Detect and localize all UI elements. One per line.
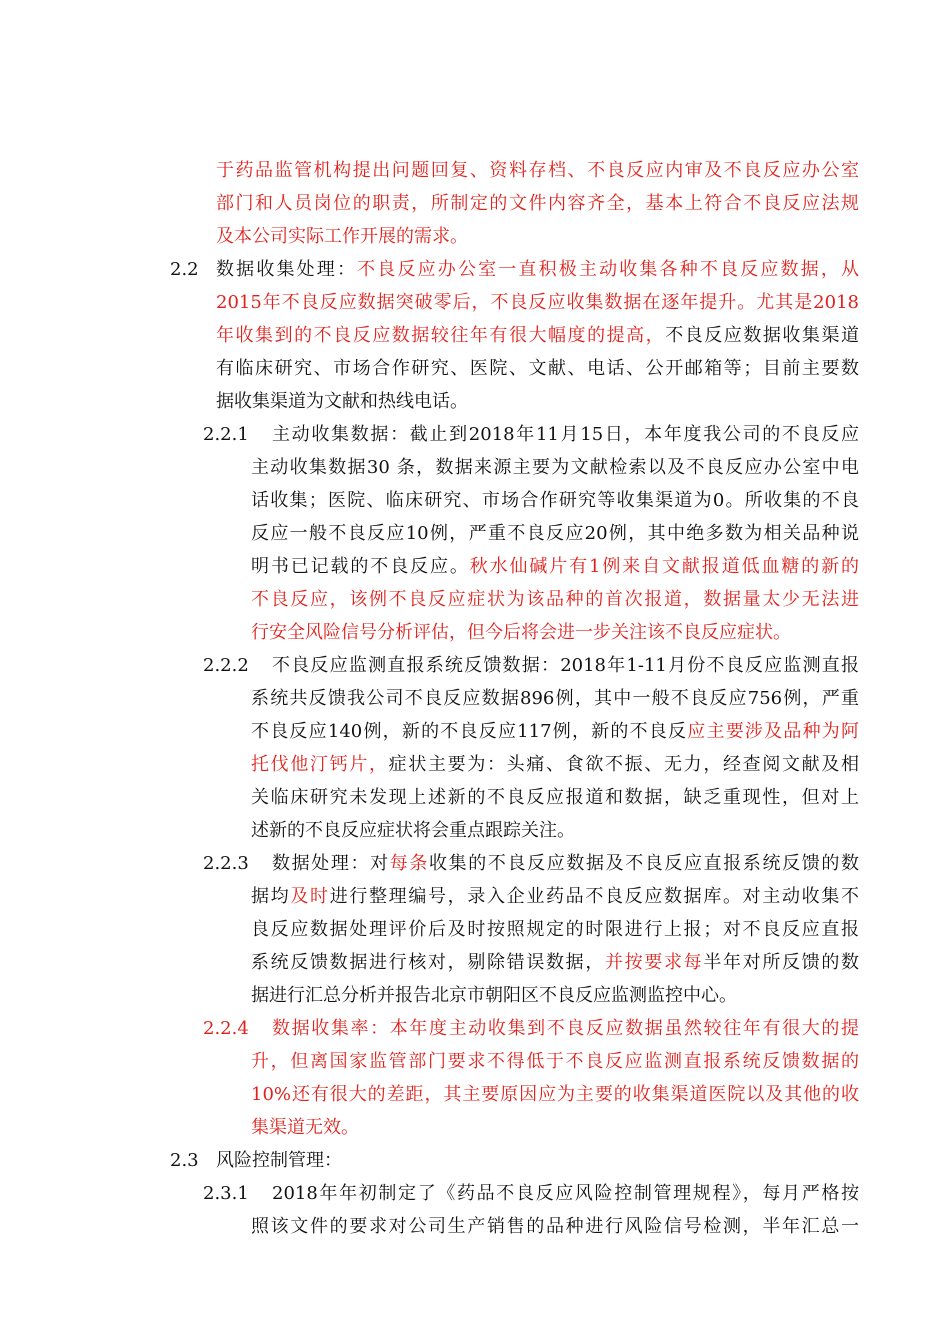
text-span: 明书已记载的不良反应。 [251, 556, 470, 577]
text-span: 系统反馈数据进行核对，剔除错误数据， [251, 952, 605, 973]
paragraph-line [216, 258, 859, 282]
paragraph-line: 反应一般不良反应10例，严重不良反应20例，其中绝多数为相关品种说 [251, 523, 859, 544]
paragraph-line: 据进行汇总分析并报告北京市朝阳区不良反应监测监控中心。 [251, 985, 737, 1006]
paragraph-line: 集渠道无效。 [251, 1117, 359, 1138]
text-span: 收集的不良反应数据及不良反应直报系统反馈的数 [428, 853, 860, 874]
section-number: 2.2.1 [203, 424, 249, 445]
text-span: 数据处理：对 [272, 853, 390, 874]
highlight-text: 应主要涉及品种为阿 [687, 721, 859, 742]
paragraph-line: 关临床研究未发现上述新的不良反应报道和数据，缺乏重现性，但对上 [251, 787, 859, 808]
text-span: 据均 [251, 886, 291, 907]
intro-line: 部门和人员岗位的职责，所制定的文件内容齐全，基本上符合不良反应法规 [216, 193, 859, 214]
highlight-text: 每条 [389, 853, 429, 874]
text-span: 不良反应数据收集渠道 [665, 325, 859, 346]
highlight-text: 秋水仙碱片有1例来自文献报道低血糖的新的 [469, 556, 859, 577]
paragraph-line: 照该文件的要求对公司生产销售的品种进行风险信号检测，半年汇总一 [251, 1216, 859, 1237]
paragraph-line: 主动收集数据30 条，数据来源主要为文献检索以及不良反应办公室中电 [251, 457, 859, 478]
section-number: 2.3 [170, 1150, 199, 1171]
highlight-text: 并按要求每 [605, 952, 704, 973]
section-number: 2.2.2 [203, 655, 249, 676]
intro-line: 于药品监管机构提出问题回复、资料存档、不良反应内审及不良反应办公室 [216, 160, 859, 181]
paragraph-line: 有临床研究、市场合作研究、医院、文献、电话、公开邮箱等；目前主要数 [216, 358, 859, 379]
paragraph-line: 2015年不良反应数据突破零后，不良反应收集数据在逐年提升。尤其是2018 [216, 292, 859, 313]
paragraph-line: 数据收集率：本年度主动收集到不良反应数据虽然较往年有很大的提 [272, 1018, 859, 1039]
paragraph-line: 述新的不良反应症状将会重点跟踪关注。 [251, 820, 575, 841]
text-span: 症状主要为：头痛、食欲不振、无力，经查阅文献及相 [388, 754, 860, 775]
paragraph-line: 话收集；医院、临床研究、市场合作研究等收集渠道为0。所收集的不良 [251, 490, 859, 511]
paragraph-line [251, 753, 859, 777]
highlight-text: 托伐他汀钙片， [251, 754, 389, 775]
highlight-text: 不良反应办公室一直积极主动收集各种不良反应数据，从 [357, 259, 860, 280]
paragraph-line: 不良反应，该例不良反应症状为该品种的首次报道，数据量太少无法进 [251, 589, 859, 610]
paragraph-line [251, 951, 859, 975]
highlight-text: 及时 [290, 886, 330, 907]
paragraph-line [251, 555, 859, 579]
paragraph-line [251, 720, 859, 744]
section-number: 2.2.4 [203, 1018, 249, 1039]
highlight-text: 年收集到的不良反应数据较往年有很大幅度的提高， [216, 325, 666, 346]
section-number: 2.2 [170, 259, 199, 280]
paragraph-line: 2018年年初制定了《药品不良反应风险控制管理规程》，每月严格按 [272, 1183, 859, 1204]
section-title: 数据收集处理： [216, 259, 358, 280]
paragraph-line: 系统共反馈我公司不良反应数据896例，其中一般不良反应756例，严重 [251, 688, 859, 709]
paragraph-line: 主动收集数据：截止到2018年11月15日，本年度我公司的不良反应 [272, 424, 859, 445]
paragraph-line: 据收集渠道为文献和热线电话。 [216, 391, 468, 412]
text-span: 不良反应140例，新的不良反应117例，新的不良反 [251, 721, 688, 742]
section-number: 2.2.3 [203, 853, 249, 874]
paragraph-line [272, 852, 859, 876]
section-number: 2.3.1 [203, 1183, 249, 1204]
text-span: 进行整理编号，录入企业药品不良反应数据库。对主动收集不 [329, 886, 860, 907]
paragraph-line: 升，但离国家监管部门要求不得低于不良反应监测直报系统反馈数据的 [251, 1051, 859, 1072]
text-span: 半年对所反馈的数 [703, 952, 860, 973]
paragraph-line: 行安全风险信号分析评估，但今后将会进一步关注该不良反应症状。 [251, 622, 791, 643]
paragraph-line [251, 885, 859, 909]
paragraph-line [216, 324, 859, 348]
paragraph-line: 10%还有很大的差距，其主要原因应为主要的收集渠道医院以及其他的收 [251, 1084, 859, 1105]
intro-line: 及本公司实际工作开展的需求。 [216, 226, 468, 247]
paragraph-line: 不良反应监测直报系统反馈数据：2018年1-11月份不良反应监测直报 [272, 655, 859, 676]
section-title: 风险控制管理： [216, 1150, 342, 1171]
paragraph-line: 良反应数据处理评价后及时按照规定的时限进行上报；对不良反应直报 [251, 919, 859, 940]
